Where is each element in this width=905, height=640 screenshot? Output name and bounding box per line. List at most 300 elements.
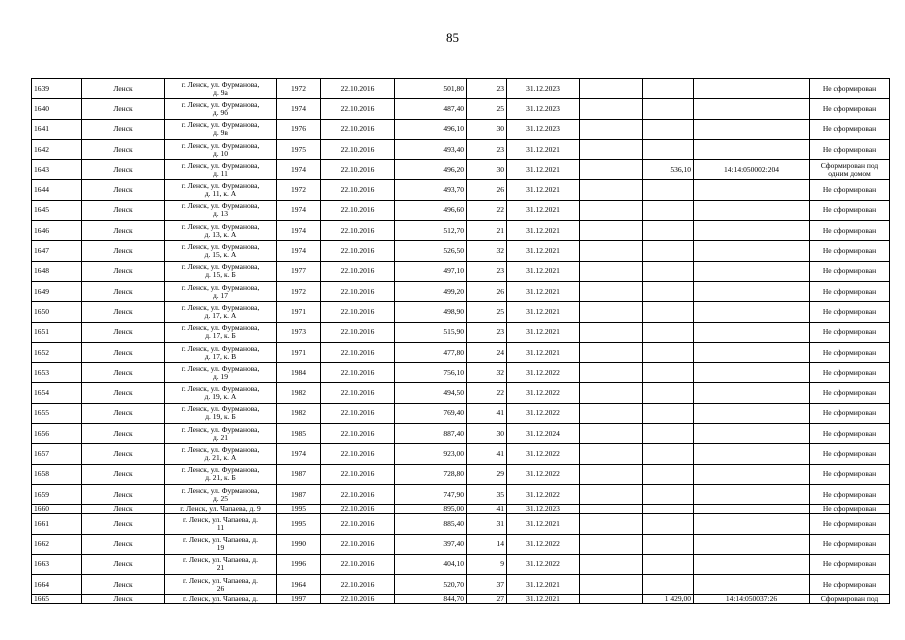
address-house: д. 13 <box>212 209 229 219</box>
year-built-cell: 1987 <box>277 484 321 504</box>
row-number-cell: 1652 <box>32 342 82 362</box>
table-row <box>32 363 890 383</box>
land-area-cell <box>643 79 694 99</box>
land-status-cell <box>810 281 890 301</box>
row-number-cell: 1646 <box>32 221 82 241</box>
floor-area-cell: 499,20 <box>395 281 467 301</box>
status-line: Не сформирован <box>822 205 877 215</box>
residents-count-cell: 23 <box>467 79 507 99</box>
planned-date-cell: 31.12.2021 <box>507 139 580 159</box>
status-line: Не сформирован <box>822 489 877 499</box>
address-line: г. Ленск, ул. Фурманова, <box>181 384 260 394</box>
address-line: г. Ленск, ул. Фурманова, <box>181 404 260 414</box>
cadastral-number-cell <box>694 221 810 241</box>
row-number-cell: 1643 <box>32 160 82 180</box>
status-line: Не сформирован <box>822 327 877 337</box>
empty-cell <box>580 261 643 281</box>
planned-date-cell: 31.12.2022 <box>507 534 580 554</box>
inclusion-date-cell: 22.10.2016 <box>321 302 395 322</box>
land-area-cell <box>643 554 694 574</box>
inclusion-date-cell: 22.10.2016 <box>321 424 395 444</box>
city-cell: Ленск <box>82 322 165 342</box>
table-row <box>32 534 890 554</box>
row-number-cell: 1640 <box>32 99 82 119</box>
floor-area-cell: 493,70 <box>395 180 467 200</box>
address-line: г. Ленск, ул. Фурманова, <box>181 465 260 475</box>
land-area-cell <box>643 302 694 322</box>
year-built-cell: 1974 <box>277 160 321 180</box>
inclusion-date-cell: 22.10.2016 <box>321 484 395 504</box>
city-cell: Ленск <box>82 484 165 504</box>
floor-area-cell: 747,90 <box>395 484 467 504</box>
residents-count-cell: 41 <box>467 444 507 464</box>
land-area-cell: 1 429,00 <box>643 595 694 604</box>
land-area-cell <box>643 505 694 514</box>
land-area-cell <box>643 363 694 383</box>
status-line: Не сформирован <box>822 124 877 134</box>
address-line: г. Ленск, ул. Фурманова, <box>181 242 260 252</box>
address-cell <box>165 363 277 383</box>
residents-count-cell: 14 <box>467 534 507 554</box>
planned-date-cell: 31.12.2022 <box>507 484 580 504</box>
address-line: г. Ленск, ул. Фурманова, <box>181 282 260 292</box>
residents-count-cell: 30 <box>467 119 507 139</box>
inclusion-date-cell: 22.10.2016 <box>321 119 395 139</box>
planned-date-cell: 31.12.2021 <box>507 575 580 595</box>
planned-date-cell: 31.12.2021 <box>507 180 580 200</box>
floor-area-cell: 923,00 <box>395 444 467 464</box>
land-area-cell <box>643 342 694 362</box>
year-built-cell: 1977 <box>277 261 321 281</box>
land-status-cell <box>810 403 890 423</box>
status-line: Не сформирован <box>822 388 877 398</box>
table-row <box>32 261 890 281</box>
land-status-cell <box>810 79 890 99</box>
inclusion-date-cell: 22.10.2016 <box>321 160 395 180</box>
address-house: д. 21, к. Б <box>205 473 236 483</box>
year-built-cell: 1985 <box>277 424 321 444</box>
status-line: Не сформирован <box>822 144 877 154</box>
row-number-cell: 1642 <box>32 139 82 159</box>
residents-count-cell: 24 <box>467 342 507 362</box>
cadastral-number-cell <box>694 554 810 574</box>
city-cell: Ленск <box>82 444 165 464</box>
year-built-cell: 1974 <box>277 99 321 119</box>
cadastral-number-cell <box>694 261 810 281</box>
land-area-cell <box>643 575 694 595</box>
year-built-cell: 1972 <box>277 180 321 200</box>
land-status-cell <box>810 139 890 159</box>
empty-cell <box>580 119 643 139</box>
cadastral-number-cell <box>694 383 810 403</box>
status-line: Не сформирован <box>822 504 877 514</box>
status-line: Не сформирован <box>822 518 877 528</box>
residents-count-cell: 23 <box>467 261 507 281</box>
land-status-cell <box>810 575 890 595</box>
land-status-cell <box>810 595 890 604</box>
cadastral-number-cell <box>694 505 810 514</box>
status-line: Сформирован под <box>820 160 879 170</box>
residents-count-cell: 25 <box>467 99 507 119</box>
planned-date-cell: 31.12.2021 <box>507 514 580 534</box>
address-house: д. 11, к. А <box>204 189 237 199</box>
floor-area-cell: 494,50 <box>395 383 467 403</box>
table-row <box>32 575 890 595</box>
empty-cell <box>580 363 643 383</box>
row-number-cell: 1644 <box>32 180 82 200</box>
land-area-cell <box>643 514 694 534</box>
status-line: Не сформирован <box>822 306 877 316</box>
inclusion-date-cell: 22.10.2016 <box>321 534 395 554</box>
planned-date-cell: 31.12.2022 <box>507 403 580 423</box>
address-line: г. Ленск, ул. Чапаева, д. <box>183 535 258 545</box>
inclusion-date-cell: 22.10.2016 <box>321 514 395 534</box>
city-cell: Ленск <box>82 514 165 534</box>
residents-count-cell: 31 <box>467 514 507 534</box>
address-cell <box>165 180 277 200</box>
planned-date-cell: 31.12.2022 <box>507 444 580 464</box>
address-cell <box>165 505 277 514</box>
floor-area-cell: 498,90 <box>395 302 467 322</box>
residents-count-cell: 21 <box>467 221 507 241</box>
address-line: г. Ленск, ул. Фурманова, <box>181 302 260 312</box>
table-row <box>32 160 890 180</box>
floor-area-cell: 515,90 <box>395 322 467 342</box>
land-area-cell <box>643 241 694 261</box>
year-built-cell: 1987 <box>277 464 321 484</box>
table-row <box>32 554 890 574</box>
table-row <box>32 200 890 220</box>
table-row <box>32 403 890 423</box>
planned-date-cell: 31.12.2024 <box>507 424 580 444</box>
year-built-cell: 1984 <box>277 363 321 383</box>
planned-date-cell: 31.12.2023 <box>507 79 580 99</box>
planned-date-cell: 31.12.2021 <box>507 221 580 241</box>
land-status-cell <box>810 302 890 322</box>
year-built-cell: 1990 <box>277 534 321 554</box>
address-line: г. Ленск, ул. Фурманова, <box>181 99 260 109</box>
floor-area-cell: 487,40 <box>395 99 467 119</box>
floor-area-cell: 512,70 <box>395 221 467 241</box>
floor-area-cell: 887,40 <box>395 424 467 444</box>
address-line: г. Ленск, ул. Фурманова, <box>181 160 260 170</box>
city-cell: Ленск <box>82 403 165 423</box>
residents-count-cell: 29 <box>467 464 507 484</box>
table-row <box>32 484 890 504</box>
table-row <box>32 322 890 342</box>
empty-cell <box>580 180 643 200</box>
table-row <box>32 444 890 464</box>
cadastral-number-cell <box>694 119 810 139</box>
address-cell <box>165 139 277 159</box>
inclusion-date-cell: 22.10.2016 <box>321 200 395 220</box>
empty-cell <box>580 200 643 220</box>
city-cell: Ленск <box>82 241 165 261</box>
address-cell <box>165 221 277 241</box>
table-row <box>32 383 890 403</box>
city-cell: Ленск <box>82 79 165 99</box>
table-row <box>32 281 890 301</box>
land-status-cell <box>810 119 890 139</box>
city-cell: Ленск <box>82 383 165 403</box>
address-cell <box>165 160 277 180</box>
city-cell: Ленск <box>82 281 165 301</box>
address-house: д. 10 <box>212 148 229 158</box>
address-line: г. Ленск, ул. Фурманова, <box>181 140 260 150</box>
land-status-cell <box>810 200 890 220</box>
address-line: г. Ленск, ул. Чапаева, д. <box>183 575 258 585</box>
row-number-cell: 1665 <box>32 595 82 604</box>
empty-cell <box>580 160 643 180</box>
land-status-cell <box>810 505 890 514</box>
housing-registry-table <box>31 78 890 604</box>
address-line: г. Ленск, ул. Чапаева, д. 9 <box>180 504 261 514</box>
address-line: г. Ленск, ул. Фурманова, <box>181 485 260 495</box>
cadastral-number-cell: 14:14:050037:26 <box>694 595 810 604</box>
land-area-cell <box>643 99 694 119</box>
city-cell: Ленск <box>82 200 165 220</box>
address-cell <box>165 99 277 119</box>
empty-cell <box>580 444 643 464</box>
cadastral-number-cell <box>694 342 810 362</box>
table-row <box>32 180 890 200</box>
floor-area-cell: 501,80 <box>395 79 467 99</box>
status-line: Не сформирован <box>822 408 877 418</box>
land-status-cell <box>810 363 890 383</box>
planned-date-cell: 31.12.2021 <box>507 281 580 301</box>
address-cell <box>165 342 277 362</box>
address-line: г. Ленск, ул. Фурманова, <box>181 444 260 454</box>
planned-date-cell: 31.12.2023 <box>507 505 580 514</box>
residents-count-cell: 22 <box>467 383 507 403</box>
city-cell: Ленск <box>82 554 165 574</box>
status-line: Не сформирован <box>822 225 877 235</box>
row-number-cell: 1651 <box>32 322 82 342</box>
table-row <box>32 221 890 241</box>
address-cell <box>165 534 277 554</box>
inclusion-date-cell: 22.10.2016 <box>321 575 395 595</box>
row-number-cell: 1654 <box>32 383 82 403</box>
inclusion-date-cell: 22.10.2016 <box>321 241 395 261</box>
address-cell <box>165 383 277 403</box>
planned-date-cell: 31.12.2021 <box>507 595 580 604</box>
inclusion-date-cell: 22.10.2016 <box>321 221 395 241</box>
inclusion-date-cell: 22.10.2016 <box>321 342 395 362</box>
address-line: г. Ленск, ул. Фурманова, <box>181 120 260 130</box>
address-line: г. Ленск, ул. Фурманова, <box>181 323 260 333</box>
inclusion-date-cell: 22.10.2016 <box>321 281 395 301</box>
land-status-cell <box>810 464 890 484</box>
address-cell <box>165 322 277 342</box>
land-status-cell <box>810 322 890 342</box>
address-cell <box>165 79 277 99</box>
cadastral-number-cell <box>694 180 810 200</box>
address-house: 26 <box>216 583 225 593</box>
address-line: г. Ленск, ул. Фурманова, <box>181 181 260 191</box>
row-number-cell: 1653 <box>32 363 82 383</box>
cadastral-number-cell <box>694 534 810 554</box>
cadastral-number-cell <box>694 302 810 322</box>
year-built-cell: 1974 <box>277 200 321 220</box>
cadastral-number-cell <box>694 281 810 301</box>
address-house: д. 19, к. А <box>204 392 237 402</box>
year-built-cell: 1996 <box>277 554 321 574</box>
row-number-cell: 1650 <box>32 302 82 322</box>
floor-area-cell: 526,50 <box>395 241 467 261</box>
land-area-cell <box>643 200 694 220</box>
year-built-cell: 1972 <box>277 79 321 99</box>
land-status-cell <box>810 180 890 200</box>
address-line: г. Ленск, ул. Чапаева, д. <box>183 514 258 524</box>
floor-area-cell: 493,40 <box>395 139 467 159</box>
address-cell <box>165 200 277 220</box>
row-number-cell: 1655 <box>32 403 82 423</box>
address-cell <box>165 424 277 444</box>
cadastral-number-cell <box>694 200 810 220</box>
planned-date-cell: 31.12.2021 <box>507 342 580 362</box>
address-house: д. 17, к. А <box>204 310 237 320</box>
address-line: г. Ленск, ул. Фурманова, <box>181 363 260 373</box>
address-line: г. Ленск, ул. Фурманова, <box>181 221 260 231</box>
inclusion-date-cell: 22.10.2016 <box>321 79 395 99</box>
cadastral-number-cell <box>694 575 810 595</box>
planned-date-cell: 31.12.2022 <box>507 464 580 484</box>
city-cell: Ленск <box>82 139 165 159</box>
cadastral-number-cell <box>694 99 810 119</box>
residents-count-cell: 26 <box>467 281 507 301</box>
year-built-cell: 1975 <box>277 139 321 159</box>
floor-area-cell: 728,80 <box>395 464 467 484</box>
row-number-cell: 1645 <box>32 200 82 220</box>
city-cell: Ленск <box>82 302 165 322</box>
address-house: д. 11 <box>213 168 228 178</box>
address-cell <box>165 444 277 464</box>
status-line: Не сформирован <box>822 185 877 195</box>
cadastral-number-cell <box>694 484 810 504</box>
empty-cell <box>580 79 643 99</box>
inclusion-date-cell: 22.10.2016 <box>321 554 395 574</box>
page-number: 85 <box>446 30 459 45</box>
land-status-cell <box>810 241 890 261</box>
year-built-cell: 1971 <box>277 302 321 322</box>
empty-cell <box>580 322 643 342</box>
city-cell: Ленск <box>82 261 165 281</box>
cadastral-number-cell <box>694 322 810 342</box>
year-built-cell: 1997 <box>277 595 321 604</box>
residents-count-cell: 22 <box>467 200 507 220</box>
cadastral-number-cell <box>694 363 810 383</box>
floor-area-cell: 895,00 <box>395 505 467 514</box>
empty-cell <box>580 514 643 534</box>
table-row <box>32 139 890 159</box>
table-row <box>32 464 890 484</box>
inclusion-date-cell: 22.10.2016 <box>321 139 395 159</box>
cadastral-number-cell <box>694 79 810 99</box>
residents-count-cell: 23 <box>467 139 507 159</box>
city-cell: Ленск <box>82 464 165 484</box>
address-house: д. 17 <box>212 290 229 300</box>
land-area-cell <box>643 221 694 241</box>
city-cell: Ленск <box>82 505 165 514</box>
table-row <box>32 119 890 139</box>
address-house: д. 21, к. А <box>204 452 237 462</box>
year-built-cell: 1973 <box>277 322 321 342</box>
residents-count-cell: 9 <box>467 554 507 574</box>
empty-cell <box>580 139 643 159</box>
land-area-cell <box>643 403 694 423</box>
land-status-cell <box>810 424 890 444</box>
status-line: Не сформирован <box>822 286 877 296</box>
floor-area-cell: 397,40 <box>395 534 467 554</box>
status-line: Не сформирован <box>822 347 877 357</box>
residents-count-cell: 32 <box>467 363 507 383</box>
address-cell <box>165 403 277 423</box>
residents-count-cell: 35 <box>467 484 507 504</box>
city-cell: Ленск <box>82 363 165 383</box>
land-area-cell: 536,10 <box>643 160 694 180</box>
city-cell: Ленск <box>82 221 165 241</box>
year-built-cell: 1995 <box>277 514 321 534</box>
city-cell: Ленск <box>82 595 165 604</box>
empty-cell <box>580 342 643 362</box>
address-house: д. 13, к. А <box>204 229 237 239</box>
cadastral-number-cell: 14:14:050002:204 <box>694 160 810 180</box>
address-house: 19 <box>216 543 225 553</box>
address-house: д. 21 <box>212 432 229 442</box>
planned-date-cell: 31.12.2022 <box>507 383 580 403</box>
land-status-cell <box>810 383 890 403</box>
land-area-cell <box>643 444 694 464</box>
empty-cell <box>580 595 643 604</box>
land-status-cell <box>810 554 890 574</box>
land-status-cell <box>810 484 890 504</box>
row-number-cell: 1641 <box>32 119 82 139</box>
land-area-cell <box>643 534 694 554</box>
row-number-cell: 1660 <box>32 505 82 514</box>
address-house: д. 15, к. Б <box>205 270 236 280</box>
address-house: д. 9а <box>213 87 228 97</box>
land-area-cell <box>643 424 694 444</box>
cadastral-number-cell <box>694 241 810 261</box>
city-cell: Ленск <box>82 180 165 200</box>
land-area-cell <box>643 139 694 159</box>
planned-date-cell: 31.12.2021 <box>507 200 580 220</box>
floor-area-cell: 885,40 <box>395 514 467 534</box>
address-cell <box>165 281 277 301</box>
planned-date-cell: 31.12.2021 <box>507 261 580 281</box>
address-cell <box>165 261 277 281</box>
address-cell <box>165 241 277 261</box>
empty-cell <box>580 383 643 403</box>
address-house: д. 25 <box>212 493 229 503</box>
floor-area-cell: 497,10 <box>395 261 467 281</box>
residents-count-cell: 27 <box>467 595 507 604</box>
table-row <box>32 241 890 261</box>
address-cell <box>165 595 277 604</box>
status-line: Не сформирован <box>822 103 877 113</box>
address-cell <box>165 575 277 595</box>
inclusion-date-cell: 22.10.2016 <box>321 505 395 514</box>
inclusion-date-cell: 22.10.2016 <box>321 444 395 464</box>
empty-cell <box>580 281 643 301</box>
row-number-cell: 1664 <box>32 575 82 595</box>
row-number-cell: 1659 <box>32 484 82 504</box>
floor-area-cell: 496,10 <box>395 119 467 139</box>
year-built-cell: 1982 <box>277 383 321 403</box>
status-line: Не сформирован <box>822 83 877 93</box>
address-cell <box>165 514 277 534</box>
empty-cell <box>580 424 643 444</box>
